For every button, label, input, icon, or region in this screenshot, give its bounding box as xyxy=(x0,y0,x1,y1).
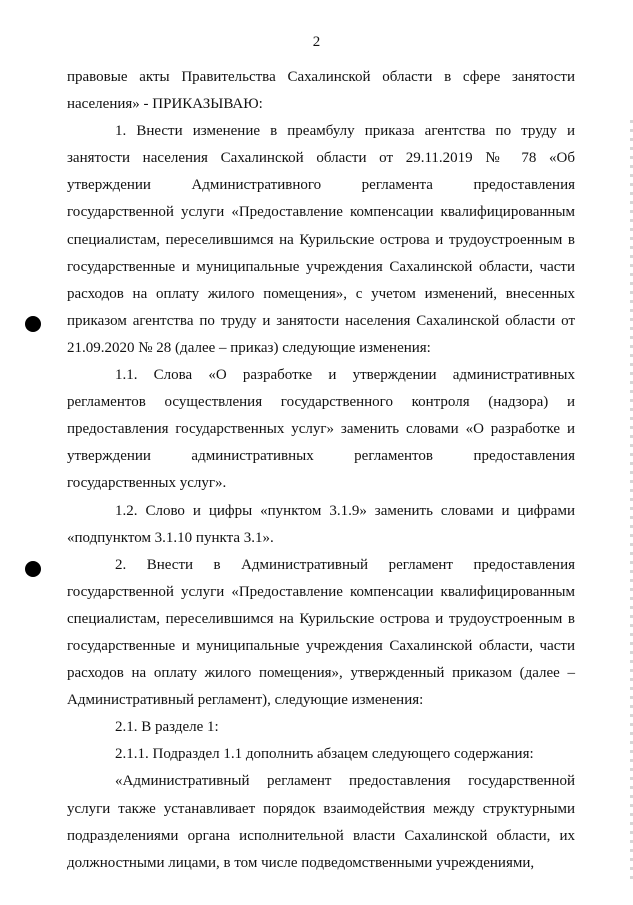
paragraph-item-1-1: 1.1. Слова «О разработке и утверждении административных регламентов осуществления государственного контроля (надзора) и предоставления государственных услуг» заменить словами «О разработке и утверждении административных регламентов предоставления государственных услуг». xyxy=(67,367,575,492)
paragraph-item-2-1: 2.1. В разделе 1: xyxy=(115,719,219,736)
punch-hole-top xyxy=(25,316,41,332)
page-number: 2 xyxy=(312,34,321,50)
document-body xyxy=(67,64,575,877)
punch-hole-bottom xyxy=(25,561,41,577)
paragraph-quote: «Административный регламент предоставления государственной услуги также устанавливает порядок взаимодействия между структурными подразделениями органа исполнительной власти Сахалинской области, их должностными лицами, в том числе подведомственными учреждениями, xyxy=(67,773,575,871)
paragraph-item-2-1-1: 2.1.1. Подраздел 1.1 дополнить абзацем следующего содержания: xyxy=(115,746,534,763)
paragraph-item-2: 2. Внести в Административный регламент предоставления государственной услуги «Предоставление компенсации квалифицированным специалистам, переселившимся на Курильские острова и трудоустроенным в государственные и муниципальные учреждения Сахалинской области, части расходов на оплату жилого помещения», утвержденный приказом (далее – Административный регламент), следующие изменения: xyxy=(67,556,575,709)
paragraph-preamble-end: правовые акты Правительства Сахалинской области в сфере занятости населения» - ПРИКАЗЫВАЮ: xyxy=(67,69,575,113)
paragraph-item-1: 1. Внести изменение в преамбулу приказа агентства по труду и занятости населения Сахалинской области от 29.11.2019 № 78 «Об утверждении Административного регламента предоставления государственной услуги «Предоставление компенсации квалифицированным специалистам, переселившимся на Курильские острова и трудоустроенным в государственные и муниципальные учреждения Сахалинской области, части расходов на оплату жилого помещения», с учетом изменений, внесенных приказом агентства по труду и занятости населения Сахалинской области от 21.09.2020 № 28 (далее – приказ) следующие изменения: xyxy=(67,123,575,356)
paragraph-item-1-2: 1.2. Слово и цифры «пунктом 3.1.9» заменить словами и цифрами «подпунктом 3.1.10 пункта 3.1». xyxy=(67,502,575,546)
